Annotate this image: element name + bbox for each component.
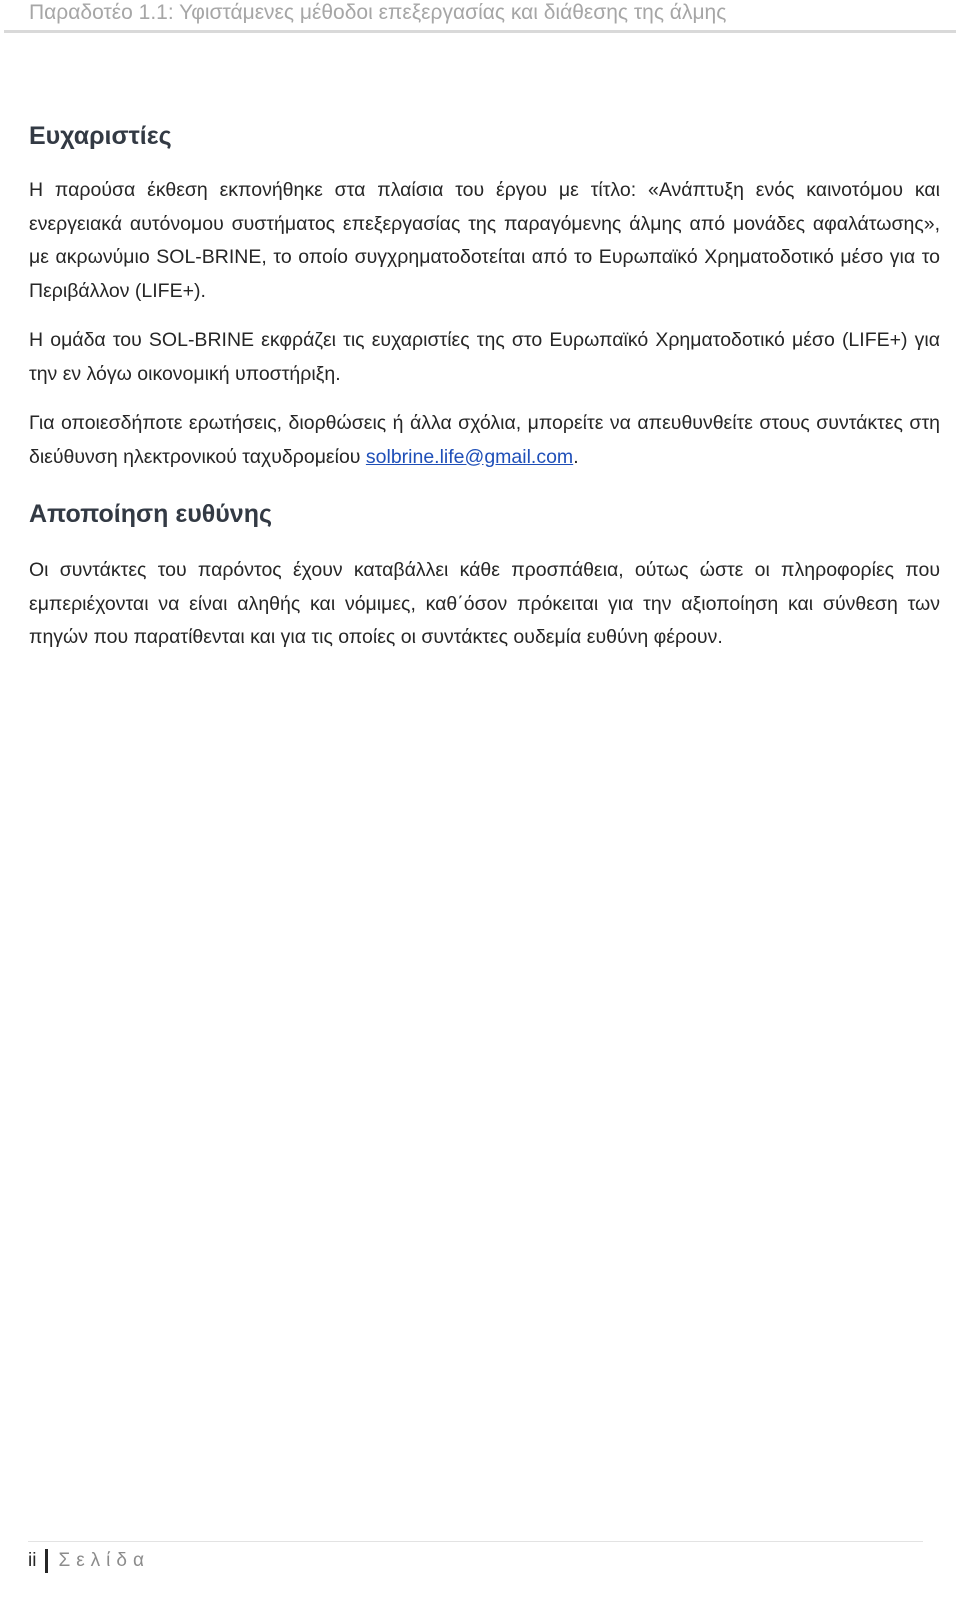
footer-divider bbox=[28, 1541, 923, 1542]
footer-separator bbox=[45, 1549, 48, 1573]
contact-text: Για οποιεσδήποτε ερωτήσεις, διορθώσεις ή άλλα σχόλια, μπορείτε να απευθυνθείτε στους συντάκτες στη διεύθυνση ηλεκτρονικού ταχυδρομείου bbox=[29, 412, 940, 468]
document-body bbox=[29, 120, 940, 655]
header-divider bbox=[4, 30, 956, 33]
acknowledgements-paragraph-3 bbox=[29, 407, 940, 474]
contact-end-punctuation: . bbox=[573, 445, 579, 468]
disclaimer-heading: Αποποίηση ευθύνης bbox=[29, 500, 272, 528]
acknowledgements-paragraph-1: Η παρούσα έκθεση εκπονήθηκε στα πλαίσια του έργου με τίτλο: «Ανάπτυξη ενός καινοτόμου και ενεργειακά αυτόνομου συστήματος επεξεργασίας της παραγόμενης άλμης από μονάδες αφαλάτωσης», με ακρωνύμιο SOL-BRINE, το οποίο συγχρηματοδοτείται από το Ευρωπαϊκό Χρηματοδοτικό μέσο για το Περιβάλλον (LIFE+). bbox=[29, 179, 940, 302]
acknowledgements-heading: Ευχαριστίες bbox=[29, 122, 172, 150]
page-number: ii bbox=[28, 1550, 37, 1571]
acknowledgements-paragraph-2: Η ομάδα του SOL-BRINE εκφράζει τις ευχαριστίες της στο Ευρωπαϊκό Χρηματοδοτικό μέσο (LIFE+) για την εν λόγω οικονομική υποστήριξη. bbox=[29, 329, 940, 385]
page-label: Σελίδα bbox=[58, 1550, 150, 1571]
disclaimer-paragraph: Οι συντάκτες του παρόντος έχουν καταβάλλει κάθε προσπάθεια, ούτως ώστε οι πληροφορίες που εμπεριέχονται να είναι αληθής και νόμιμες, καθ΄όσον πρόκειται για την αξιοποίηση και σύνθεση των πηγών που παρατίθενται και για τις οποίες οι συντάκτες ουδεμία ευθύνη φέρουν. bbox=[29, 559, 940, 648]
email-link[interactable]: solbrine.life@gmail.com bbox=[365, 445, 574, 468]
running-header-title: Παραδοτέο 1.1: Υφιστάμενες μέθοδοι επεξεργασίας και διάθεσης της άλμης bbox=[29, 1, 727, 24]
page-footer bbox=[28, 1548, 150, 1574]
